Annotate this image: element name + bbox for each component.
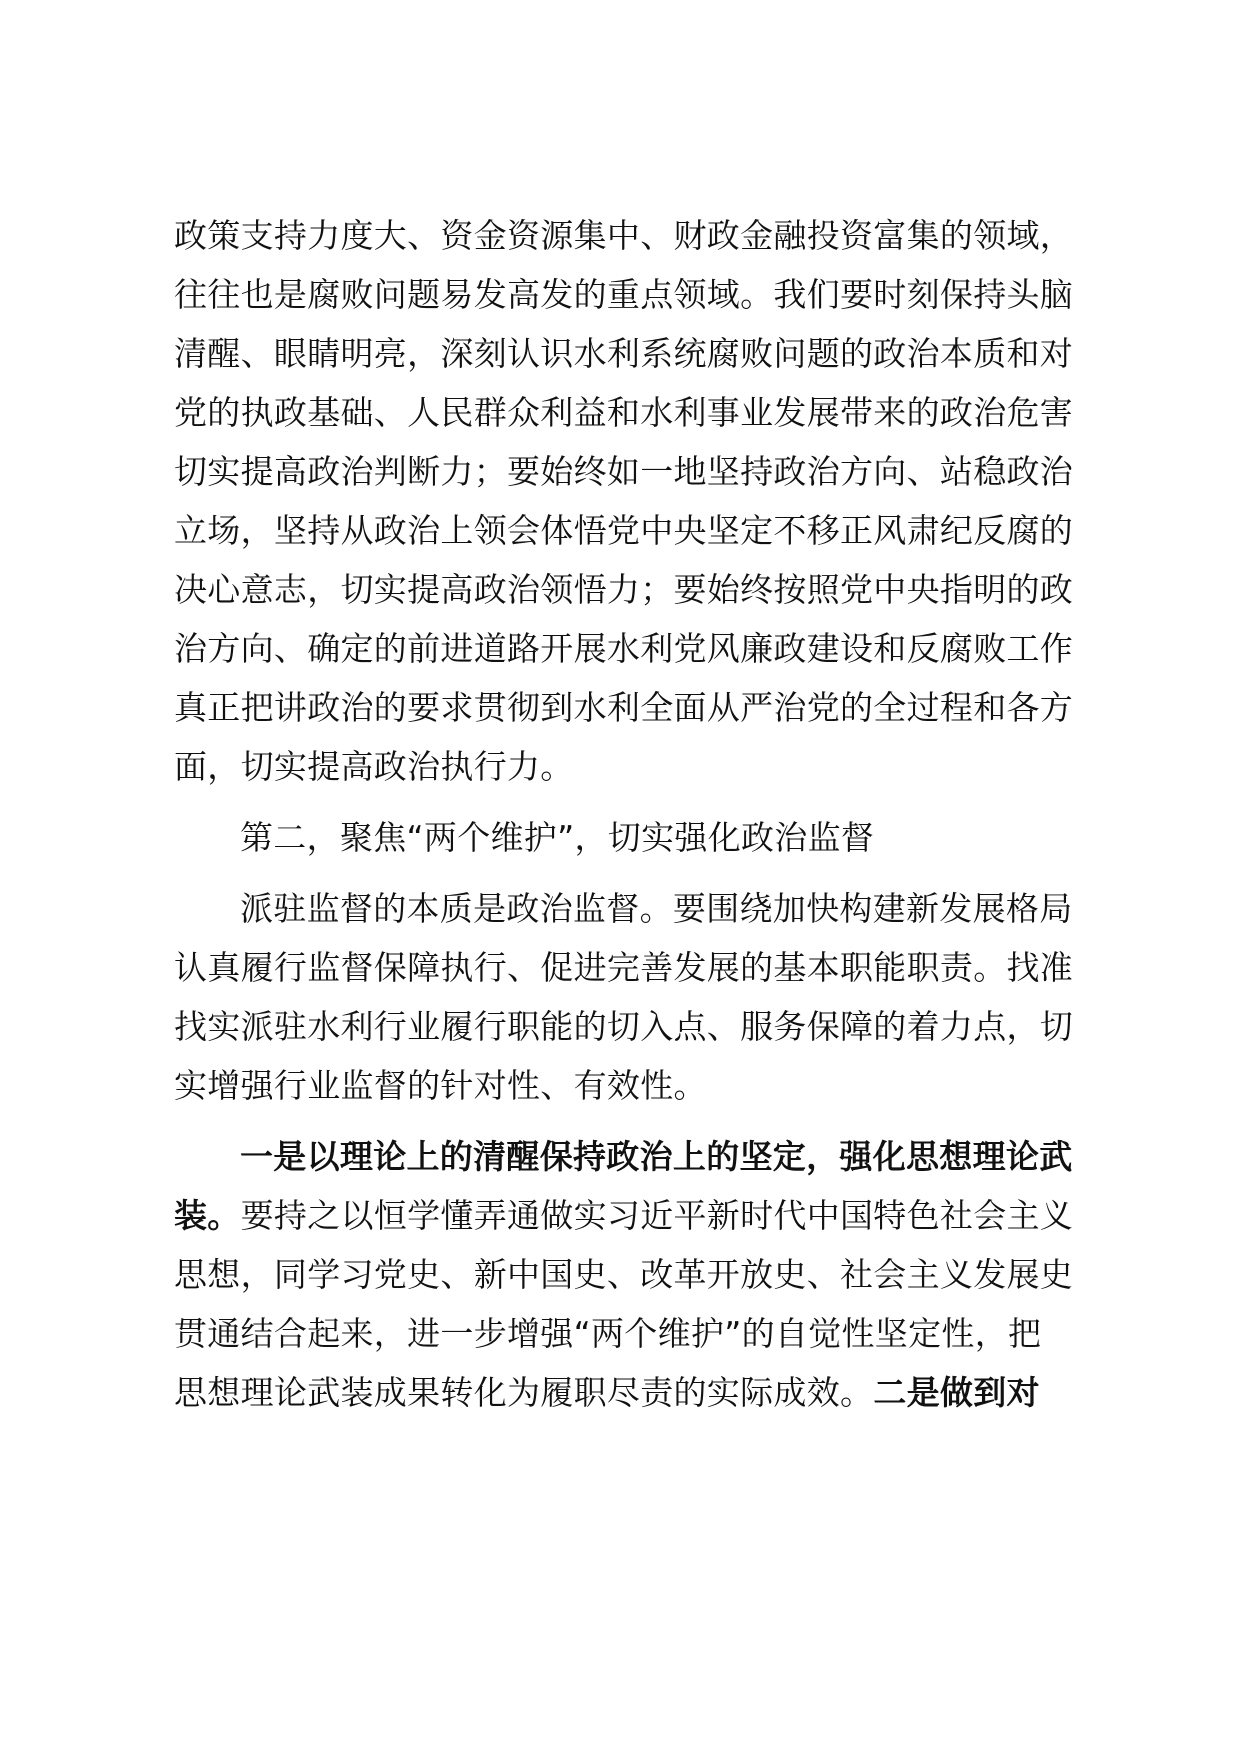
paragraph-political-supervision [174,879,1084,1115]
bold-lead-text: 二是做到对 [873,1373,1040,1412]
paragraph-theory-armament [174,1127,1084,1422]
document-body [174,206,1084,1422]
text-line: 真正把讲政治的要求贯彻到水利全面从严治党的全过程和各方 [174,688,1074,727]
text-line: 切实提高政治判断力；要始终如一地坚持政治方向、站稳政治 [174,452,1074,491]
bold-lead-text: 装。 [174,1196,241,1235]
text-line: 思想，同学习党史、新中国史、改革开放史、社会主义发展史 [174,1255,1074,1294]
text-line: 面，切实提高政治执行力。 [174,747,574,786]
section-heading: 第二，聚焦“两个维护”，切实强化政治监督 [240,818,875,857]
text-line: 治方向、确定的前进道路开展水利党风廉政建设和反腐败工作 [174,629,1074,668]
text-line: 贯通结合起来，进一步增强“两个维护”的自觉性坚定性，把 [174,1314,1042,1353]
text-line: 政策支持力度大、资金资源集中、财政金融投资富集的领域， [174,216,1074,255]
text-line: 找实派驻水利行业履行职能的切入点、服务保障的着力点，切 [174,1007,1074,1046]
text-line: 决心意志，切实提高政治领悟力；要始终按照党中央指明的政 [174,570,1074,609]
text-line: 往往也是腐败问题易发高发的重点领域。我们要时刻保持头脑 [174,275,1074,314]
bold-lead-text: 一是以理论上的清醒保持政治上的坚定，强化思想理论武 [240,1137,1073,1176]
text-line [174,1186,1084,1245]
text-line: 派驻监督的本质是政治监督。要围绕加快构建新发展格局 [240,889,1073,928]
text-line: 立场，坚持从政治上领会体悟党中央坚定不移正风肃纪反腐的 [174,511,1074,550]
text-span: 要持之以恒学懂弄通做实习近平新时代中国特色社会主义 [240,1196,1074,1235]
text-line: 实增强行业监督的针对性、有效性。 [174,1066,707,1105]
text-line: 认真履行监督保障执行、促进完善发展的基本职能职责。找准 [174,948,1074,987]
text-line [174,1363,1084,1422]
text-line: 党的执政基础、人民群众利益和水利事业发展带来的政治危害 [174,393,1074,432]
text-span: 思想理论武装成果转化为履职尽责的实际成效。 [174,1373,874,1412]
paragraph-policy-areas [174,206,1084,796]
text-line: 清醒、眼睛明亮，深刻认识水利系统腐败问题的政治本质和对 [174,334,1074,373]
